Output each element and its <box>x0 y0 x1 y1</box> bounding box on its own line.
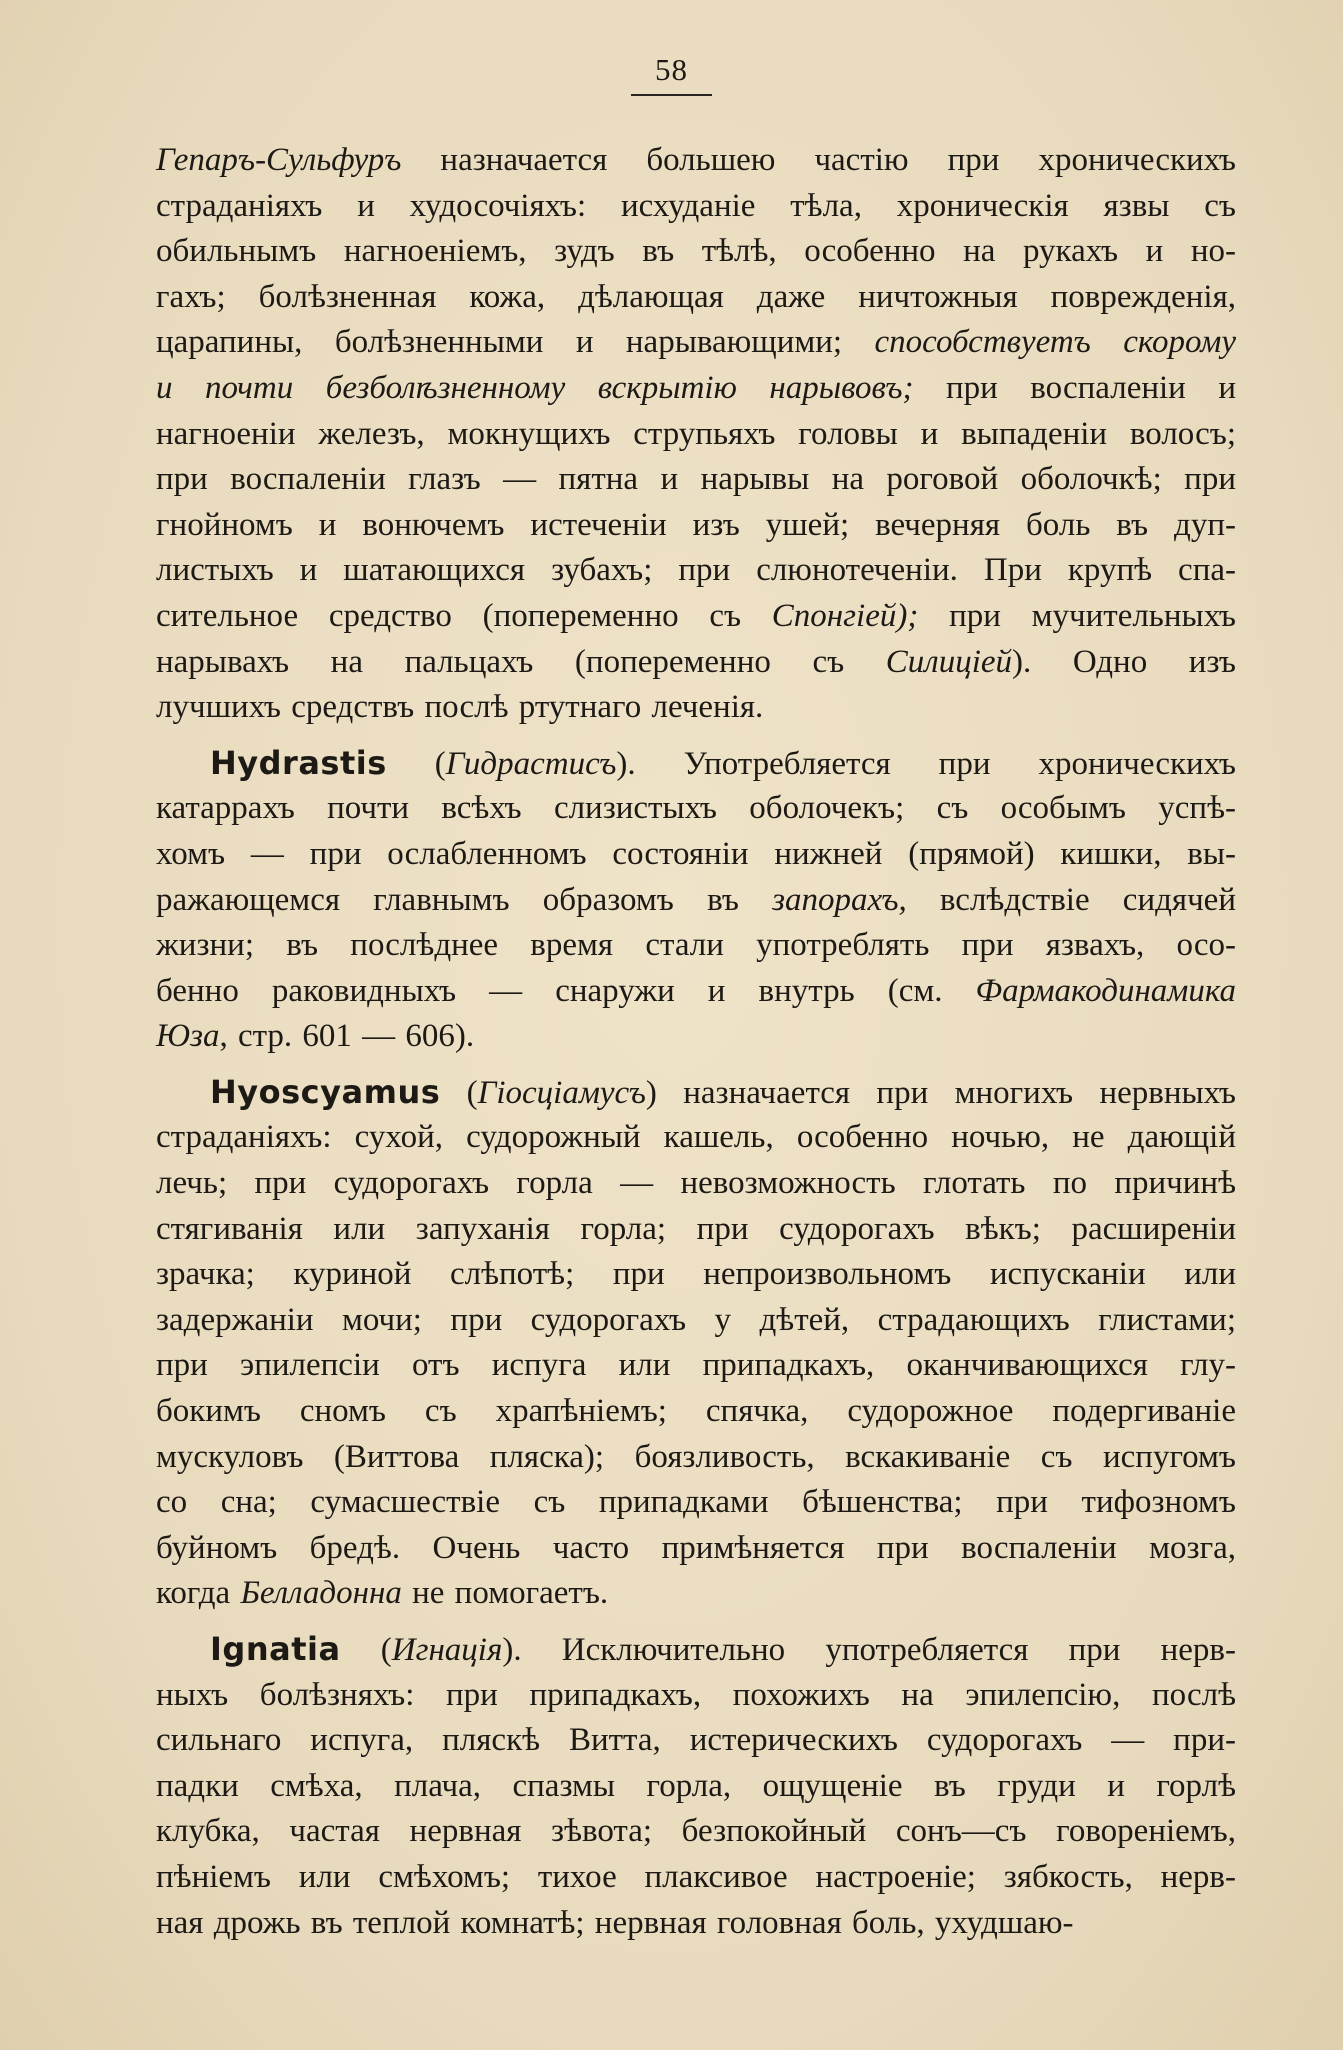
text-segment: гнойномъ и вонючемъ истеченіи изъ ушей; вечерняя боль въ дуп- <box>156 506 1236 543</box>
text-segment: обильнымъ нагноеніемъ, зудъ въ тѣлѣ, особенно на рукахъ и но- <box>156 233 1236 270</box>
text-line <box>156 1627 1236 1673</box>
text-line <box>156 1207 1236 1253</box>
text-segment: ( <box>386 745 446 782</box>
text-segment: , стр. 601 — 606). <box>219 1018 475 1055</box>
text-line <box>156 138 1236 184</box>
text-segment: запорахъ, <box>772 881 907 918</box>
text-segment: лечь; при судорогахъ горла — невозможность глотать по причинѣ <box>156 1165 1236 1202</box>
text-line <box>156 594 1236 640</box>
text-segment: задержаніи мочи; при судорогахъ у дѣтей, страдающихъ глистами; <box>156 1301 1236 1338</box>
text-segment: ныхъ болѣзняхъ: при припадкахъ, похожихъ на эпилепсію, послѣ <box>156 1676 1236 1713</box>
text-line <box>156 1070 1236 1116</box>
text-segment: Юза <box>156 1018 220 1055</box>
text-segment: при воспаленіи и <box>913 369 1236 406</box>
page-header <box>0 52 1343 96</box>
text-line <box>156 685 1236 731</box>
text-line <box>156 1809 1236 1855</box>
text-segment: Силиціей <box>885 643 1013 680</box>
text-segment: бокимъ сномъ съ храпѣніемъ; спячка, судорожное подергиваніе <box>156 1393 1236 1430</box>
text-line <box>156 412 1236 458</box>
text-segment: при воспаленіи глазъ — пятна и нарывы на роговой оболочкѣ; при <box>156 461 1236 498</box>
text-line <box>156 1673 1236 1719</box>
text-segment: ). Одно изъ <box>1012 643 1236 680</box>
entry-headword: Hyoscyamus <box>210 1072 441 1111</box>
text-segment: со сна; сумасшествіе съ припадками бѣшенства; при тифозномъ <box>156 1484 1236 1521</box>
text-segment: сильнаго испуга, пляскѣ Витта, истерическихъ судорогахъ — при- <box>156 1722 1236 1759</box>
text-segment: нарывахъ на пальцахъ (попеременно съ <box>156 643 886 680</box>
text-line <box>156 457 1236 503</box>
text-segment: при эпилепсіи отъ испуга или припадкахъ, оканчивающихся глу- <box>156 1347 1236 1384</box>
text-segment: ). Употребляется при хроническихъ <box>616 745 1236 782</box>
text-segment: нагноеніи железъ, мокнущихъ струпьяхъ головы и выпаденіи волосъ; <box>156 415 1236 452</box>
text-line <box>156 1718 1236 1764</box>
text-segment: страданіяхъ и худосочіяхъ: исхуданіе тѣла, хроническія язвы съ <box>156 187 1236 224</box>
text-line <box>156 1161 1236 1207</box>
text-segment: способствуетъ скорому <box>874 324 1236 361</box>
text-segment: гахъ; болѣзненная кожа, дѣлающая даже ничтожныя поврежденія, <box>156 278 1236 315</box>
text-segment: ( <box>440 1074 478 1111</box>
text-segment: Игнація <box>391 1632 503 1668</box>
text-line <box>156 1901 1236 1947</box>
entry-headword: Ignatia <box>210 1630 341 1668</box>
text-segment: царапины, болѣзненными и нарывающими; <box>156 324 875 361</box>
text-segment: хомъ — при ослабленномъ состояніи нижней (прямой) кишки, вы- <box>156 835 1236 872</box>
text-segment: Белладонна <box>240 1575 402 1612</box>
text-line <box>156 832 1236 878</box>
text-line <box>156 503 1236 549</box>
text-segment: стягиванія или запуханія горла; при судорогахъ вѣкъ; расширеніи <box>156 1210 1236 1247</box>
paragraph-gap <box>156 731 1236 741</box>
text-line <box>156 229 1236 275</box>
text-segment: катаррахъ почти всѣхъ слизистыхъ оболочекъ; съ особымъ успѣ- <box>156 790 1236 827</box>
text-line <box>156 741 1236 787</box>
text-segment: ражающемся главнымъ образомъ въ <box>156 881 773 918</box>
text-segment: ). Исключительно употребляется при нерв- <box>502 1632 1236 1668</box>
text-segment: назначается большею частію при хроническихъ <box>401 142 1236 178</box>
text-segment: сительное средство (попеременно съ <box>156 597 772 634</box>
text-segment: Гепаръ-Сульфуръ <box>156 142 402 178</box>
text-segment: буйномъ бредѣ. Очень часто примѣняется при воспаленіи мозга, <box>156 1529 1236 1566</box>
text-segment: лучшихъ средствъ послѣ ртутнаго леченія. <box>156 689 764 726</box>
text-segment: падки смѣха, плача, спазмы горла, ощущеніе въ груди и горлѣ <box>156 1767 1236 1804</box>
text-segment: при мучительныхъ <box>918 597 1236 634</box>
text-line <box>156 1343 1236 1389</box>
text-line <box>156 366 1236 412</box>
text-line <box>156 1480 1236 1526</box>
text-line <box>156 1014 1236 1060</box>
paragraph-gap <box>156 1617 1236 1627</box>
text-segment: Гіосціамусъ <box>477 1074 646 1111</box>
text-segment: Гидрастисъ <box>445 745 617 782</box>
text-line <box>156 1571 1236 1617</box>
text-segment: зрачка; куриной слѣпотѣ; при непроизвольномъ испусканіи или <box>156 1256 1236 1293</box>
text-segment: листыхъ и шатающихся зубахъ; при слюнотеченіи. При крупѣ спа- <box>156 552 1236 589</box>
text-segment: жизни; въ послѣднее время стали употреблять при язвахъ, осо- <box>156 927 1236 964</box>
text-line <box>156 1389 1236 1435</box>
text-segment: пѣніемъ или смѣхомъ; тихое плаксивое настроеніе; зябкость, нерв- <box>156 1858 1236 1895</box>
text-segment: ная дрожь въ теплой комнатѣ; нервная головная боль, ухудшаю- <box>156 1904 1074 1941</box>
text-line <box>156 1855 1236 1901</box>
text-segment: ( <box>340 1632 392 1668</box>
text-line <box>156 1764 1236 1810</box>
page-body <box>156 138 1236 1946</box>
text-line <box>156 1298 1236 1344</box>
text-line <box>156 548 1236 594</box>
text-segment: вслѣдствіе сидячей <box>906 881 1236 918</box>
text-line <box>156 923 1236 969</box>
text-segment: и почти безболѣзненному вскрытію нарывовъ; <box>156 369 914 406</box>
text-line <box>156 275 1236 321</box>
text-segment: клубка, частая нервная зѣвота; безпокойный сонъ—съ говореніемъ, <box>156 1813 1236 1850</box>
text-segment: ) назначается при многихъ нервныхъ <box>645 1074 1236 1111</box>
text-segment: не помогаетъ. <box>401 1575 609 1612</box>
text-line <box>156 1435 1236 1481</box>
text-line <box>156 1252 1236 1298</box>
entry-headword: Hydrastis <box>210 743 387 782</box>
text-line <box>156 184 1236 230</box>
text-segment: Фармакодинамика <box>975 972 1236 1009</box>
text-line <box>156 878 1236 924</box>
text-segment: когда <box>156 1575 241 1612</box>
text-line <box>156 1115 1236 1161</box>
text-segment: мускуловъ (Виттова пляска); боязливость, вскакиваніе съ испугомъ <box>156 1438 1236 1475</box>
text-segment: Спонгіей); <box>771 597 919 634</box>
text-line <box>156 640 1236 686</box>
text-line <box>156 320 1236 366</box>
page-number: 58 <box>631 52 712 96</box>
paragraph-gap <box>156 1060 1236 1070</box>
text-line <box>156 969 1236 1015</box>
text-line <box>156 1526 1236 1572</box>
text-segment: бенно раковидныхъ — снаружи и внутрь (см. <box>156 972 976 1009</box>
text-line <box>156 786 1236 832</box>
text-segment: страданіяхъ: сухой, судорожный кашель, особенно ночью, не дающій <box>156 1119 1236 1156</box>
